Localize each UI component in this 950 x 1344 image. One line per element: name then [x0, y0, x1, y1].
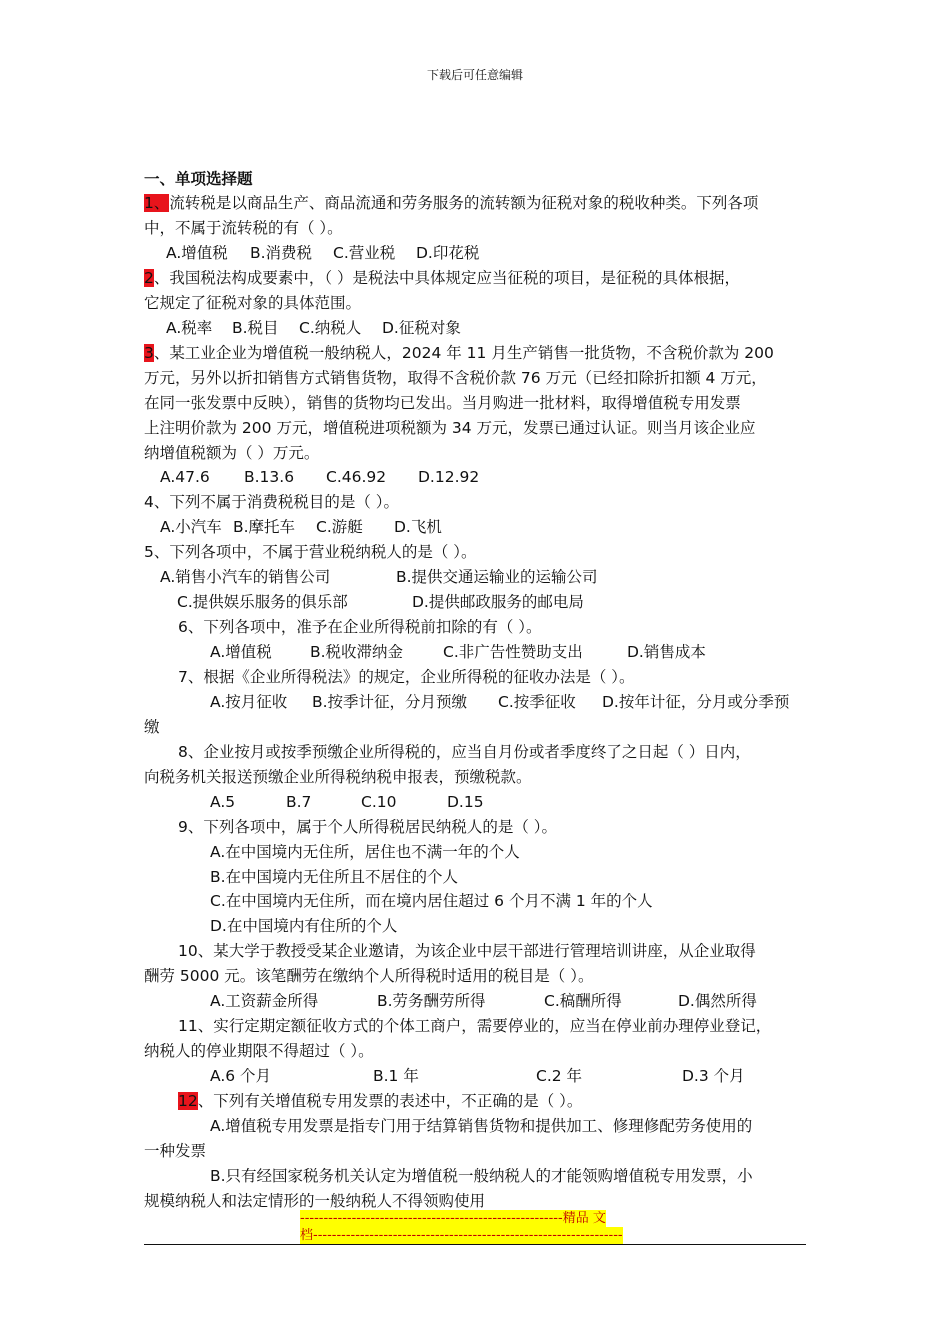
answer-option-o7A: A.按月征收	[210, 693, 288, 711]
answer-option-o3B: B.13.6	[244, 468, 295, 486]
question-number-highlight: 2	[144, 269, 154, 287]
footer-watermark-line1: --------------------------------------------------------精品 文	[300, 1211, 606, 1226]
answer-option-o2D: D.征税对象	[382, 319, 461, 337]
question-number-highlight: 3	[144, 344, 154, 362]
question-text: B.只有经国家税务机关认定为增值税一般纳税人的才能领购增值税专用发票，小	[210, 1167, 753, 1185]
question-text: 8、企业按月或按季预缴企业所得税的，应当自月份或者季度终了之日起（ ）日内，	[178, 743, 751, 761]
footer-watermark-line2: 档------------------------------------------------------------------	[300, 1228, 623, 1243]
answer-option-o11D: D.3 个月	[682, 1067, 745, 1085]
question-line-q6	[178, 616, 542, 638]
question-line-q10b	[144, 965, 593, 987]
question-text: A.在中国境内无住所，居住也不满一年的个人	[210, 843, 520, 861]
answer-option-o8A: A.5	[210, 793, 236, 811]
answer-option-o11B: B.1 年	[373, 1067, 419, 1085]
question-line-q10a	[178, 940, 756, 962]
answer-option-o1B: B.消费税	[250, 244, 313, 262]
question-text: 缴	[144, 718, 160, 736]
answer-option-o3A: A.47.6	[160, 468, 210, 486]
question-text: 11、实行定期定额征收方式的个体工商户，需要停业的，应当在停业前办理停业登记，	[178, 1017, 772, 1035]
question-text: 在同一张发票中反映），销售的货物均已发出。当月购进一批材料，取得增值税专用发票	[144, 394, 741, 412]
question-line-q12Bb	[144, 1190, 485, 1212]
question-line-q12	[178, 1090, 582, 1112]
question-text: 流转税是以商品生产、商品流通和劳务服务的流转额为征税对象的税收种类。下列各项	[169, 194, 759, 212]
question-line-q3d	[144, 417, 756, 439]
question-text: 10、某大学于教授受某企业邀请，为该企业中层干部进行管理培训讲座，从企业取得	[178, 942, 756, 960]
question-text: 6、下列各项中，准予在企业所得税前扣除的有（ ）。	[178, 618, 542, 636]
answer-option-o5A: A.销售小汽车的销售公司	[160, 568, 331, 586]
question-text: 5、下列各项中，不属于营业税纳税人的是（ ）。	[144, 543, 477, 561]
question-line-q9	[178, 816, 557, 838]
footer-divider	[144, 1244, 806, 1245]
answer-option-o1A: A.增值税	[166, 244, 228, 262]
answer-option-o11C: C.2 年	[536, 1067, 583, 1085]
answer-option-o5D: D.提供邮政服务的邮电局	[412, 593, 584, 611]
question-text: 向税务机关报送预缴企业所得税纳税申报表，预缴税款。	[144, 768, 532, 786]
question-text: 7、根据《企业所得税法》的规定，企业所得税的征收办法是（ ）。	[178, 668, 635, 686]
question-line-q12Aa	[210, 1115, 752, 1137]
answer-option-o11A: A.6 个月	[210, 1067, 272, 1085]
answer-option-o2B: B.税目	[232, 319, 279, 337]
answer-option-o10A: A.工资薪金所得	[210, 992, 319, 1010]
header-note: 下载后可任意编辑	[426, 68, 523, 82]
question-line-q5	[144, 541, 477, 563]
answer-option-o8B: B.7	[286, 793, 312, 811]
question-number-highlight: 12	[178, 1092, 198, 1110]
question-line-q11b	[144, 1040, 374, 1062]
answer-option-o5B: B.提供交通运输业的运输公司	[396, 568, 598, 586]
question-line-q3c	[144, 392, 741, 414]
answer-option-o3C: C.46.92	[326, 468, 387, 486]
question-text: 、下列有关增值税专用发票的表述中，不正确的是（ ）。	[197, 1092, 583, 1110]
question-text: 9、下列各项中，属于个人所得税居民纳税人的是（ ）。	[178, 818, 558, 836]
answer-option-o7B: B.按季计征，分月预缴	[312, 693, 468, 711]
question-number-highlight: 1、	[144, 194, 170, 212]
question-text: 纳税人的停业期限不得超过（ ）。	[144, 1042, 374, 1060]
question-line-q8a	[178, 741, 751, 763]
answer-option-o2A: A.税率	[166, 319, 213, 337]
answer-option-o10B: B.劳务酬劳所得	[377, 992, 486, 1010]
question-line-q12Ab	[144, 1140, 206, 1162]
question-text: C.在中国境内无住所，而在境内居住超过 6 个月不满 1 年的个人	[210, 892, 653, 910]
question-text: 一种发票	[144, 1142, 207, 1160]
question-text: 、我国税法构成要素中，（ ）是税法中具体规定应当征税的项目，是征税的具体根据，	[153, 269, 741, 287]
answer-option-o4B: B.摩托车	[233, 518, 296, 536]
answer-option-o7C: C.按季征收	[498, 693, 576, 711]
answer-option-o10D: D.偶然所得	[678, 992, 757, 1010]
question-line-q9B	[210, 866, 458, 888]
answer-option-o1C: C.营业税	[333, 244, 396, 262]
answer-option-o6C: C.非广告性赞助支出	[443, 643, 583, 661]
answer-option-o7D: D.按年计征，分月或分季预	[602, 693, 790, 711]
question-text: A.增值税专用发票是指专门用于结算销售货物和提供加工、修理修配劳务使用的	[210, 1117, 753, 1135]
question-line-q7optb	[144, 716, 160, 738]
question-line-q1a	[144, 192, 758, 214]
question-text: 酬劳 5000 元。该笔酬劳在缴纳个人所得税时适用的税目是（ ）。	[144, 967, 594, 985]
answer-option-o10C: C.稿酬所得	[544, 992, 622, 1010]
question-text: 万元，另外以折扣销售方式销售货物，取得不含税价款 76 万元（已经扣除折扣额 4 万元，	[144, 369, 767, 387]
question-text: 4、下列不属于消费税税目的是（ ）。	[144, 493, 400, 511]
question-line-q7	[178, 666, 635, 688]
question-line-q4	[144, 491, 399, 513]
answer-option-o1D: D.印花税	[416, 244, 480, 262]
question-line-q9A	[210, 841, 520, 863]
answer-option-o6D: D.销售成本	[627, 643, 706, 661]
question-line-q11a	[178, 1015, 771, 1037]
answer-option-o4C: C.游艇	[316, 518, 363, 536]
question-line-q2b	[144, 292, 361, 314]
question-line-q3e	[144, 442, 319, 464]
question-line-q2a	[144, 267, 740, 289]
section-title: 一、单项选择题	[144, 170, 253, 188]
answer-option-o2C: C.纳税人	[299, 319, 362, 337]
question-line-q9D	[210, 915, 397, 937]
answer-option-o5C: C.提供娱乐服务的俱乐部	[177, 593, 348, 611]
question-text: B.在中国境内无住所且不居住的个人	[210, 868, 459, 886]
answer-option-o6B: B.税收滞纳金	[310, 643, 404, 661]
question-line-q1b	[144, 217, 343, 239]
question-line-q8b	[144, 766, 532, 788]
question-text: 纳增值税额为（ ）万元。	[144, 444, 320, 462]
question-text: 它规定了征税对象的具体范围。	[144, 294, 362, 312]
question-text: 中，不属于流转税的有（ ）。	[144, 219, 343, 237]
question-line-q12Ba	[210, 1165, 753, 1187]
answer-option-o8C: C.10	[361, 793, 397, 811]
answer-option-o6A: A.增值税	[210, 643, 272, 661]
question-line-q9C	[210, 890, 653, 912]
answer-option-o8D: D.15	[447, 793, 484, 811]
question-text: D.在中国境内有住所的个人	[210, 917, 398, 935]
answer-option-o4A: A.小汽车	[160, 518, 222, 536]
question-text: 规模纳税人和法定情形的一般纳税人不得领购使用	[144, 1192, 486, 1210]
question-text: 上注明价款为 200 万元，增值税进项税额为 34 万元，发票已通过认证。则当月该企业应	[144, 419, 756, 437]
question-text: 、某工业企业为增值税一般纳税人，2024 年 11 月生产销售一批货物，不含税价款为 200	[153, 344, 774, 362]
question-line-q3a	[144, 342, 774, 364]
answer-option-o4D: D.飞机	[394, 518, 442, 536]
answer-option-o3D: D.12.92	[418, 468, 480, 486]
question-line-q3b	[144, 367, 767, 389]
